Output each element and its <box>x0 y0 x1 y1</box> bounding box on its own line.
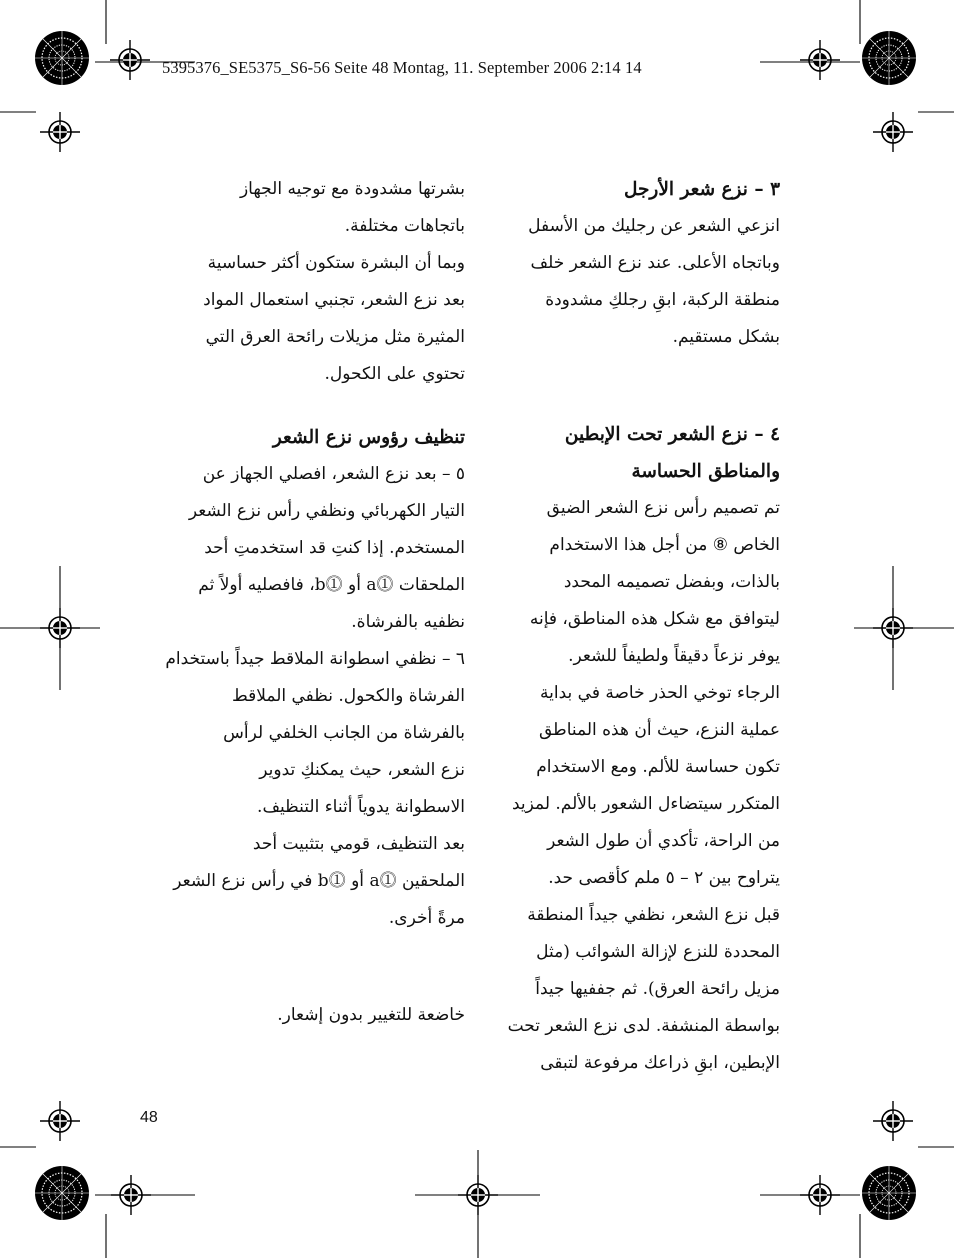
text-line: بشرتها مشدودة مع توجيه الجهاز <box>239 179 465 199</box>
right-column <box>490 171 780 1082</box>
text-line: من الراحة، تأكدي أن طول الشعر <box>547 831 780 851</box>
text-line: المثيرة مثل مزيلات رائحة العرق التي <box>205 327 465 347</box>
text-line: يتراوح بين ٢ – ٥ ملم كأقصى حد. <box>548 868 780 888</box>
text-line: قبل نزع الشعر، نظفي جيداً المنطقة <box>527 905 780 925</box>
text-line: ليتوافق مع شكل هذه المناطق، فإنه <box>529 609 780 629</box>
text-line: ٦ – نظفي اسطوانة الملاقط جيداً باستخدام <box>165 649 465 669</box>
text-line: الفرشاة والكحول. نظفي الملاقط <box>231 686 465 706</box>
section-4-heading-cont: والمناطق الحساسة <box>631 461 780 482</box>
text-line: منطقة الركبة، ابقِ رجلكِ مشدودة <box>545 290 780 310</box>
text-line: تم تصميم رأس نزع الشعر الضيق <box>546 498 780 518</box>
footnote: خاضعة للتغيير بدون إشعار. <box>277 1005 465 1025</box>
print-header: 5395376_SE5375_S6-56 Seite 48 Montag, 11. September 2006 2:14 14 <box>162 58 642 77</box>
text-line: تكون حساسة للألم. ومع الاستخدام <box>536 757 780 777</box>
text-line: مرةً أخرى. <box>388 908 465 928</box>
text-line: الملحقات ⓵a أو ⓵b، فافصليه أولاً ثم <box>198 575 465 595</box>
text-line: الرجاء توخي الحذر خاصة في بداية <box>540 683 780 703</box>
text-line: ٥ – بعد نزع الشعر، افصلي الجهاز عن <box>202 464 465 484</box>
text-line: الخاص ⑧ من أجل هذا الاستخدام <box>549 535 780 555</box>
text-line: وباتجاه الأعلى. عند نزع الشعر خلف <box>530 253 780 273</box>
text-line: بعد نزع الشعر، تجنبي استعمال المواد <box>203 290 465 310</box>
text-line: بعد التنظيف، قومي بتثبيت أحد <box>252 834 465 854</box>
text-line: انزعي الشعر عن رجليك من الأسفل <box>528 216 780 236</box>
text-line: التيار الكهربائي ونظفي رأس نزع الشعر <box>188 501 465 521</box>
text-line: مزيل رائحة العرق). ثم جففيها جيداً <box>535 979 780 999</box>
text-line: نزع الشعر، حيث يمكنكِ تدوير <box>259 760 465 780</box>
text-line: بشكل مستقيم. <box>672 327 780 347</box>
text-line: يوفر نزعاً دقيقاً ولطيفاً للشعر. <box>568 646 780 666</box>
text-line: الملحقين ⓵a أو ⓵b في رأس نزع الشعر <box>173 871 465 891</box>
cleaning-heading: تنظيف رؤوس نزع الشعر <box>272 427 465 448</box>
text-line: وبما أن البشرة ستكون أكثر حساسية <box>207 253 465 273</box>
text-line: عملية النزع، حيث أن هذه المناطق <box>539 720 780 740</box>
text-line: باتجاهات مختلفة. <box>344 216 465 236</box>
page-number: 48 <box>140 1109 158 1126</box>
text-line: بالذات، وبفضل تصميمه المحدد <box>563 572 780 592</box>
text-line: المتكرر سيتضاءل الشعور بالألم. لمزيد <box>511 794 780 814</box>
section-4-heading: ٤ – نزع الشعر تحت الإبطين <box>564 424 780 445</box>
text-line: المستخدم. إذا كنتِ قد استخدمتِ أحد <box>204 538 465 558</box>
text-line: نظفيه بالفرشاة. <box>351 612 465 632</box>
text-line: الاسطوانة يدوياً أثناء التنظيف. <box>257 797 465 817</box>
text-line: بواسطة المنشفة. لدى نزع الشعر تحت <box>507 1016 780 1036</box>
text-line: الإبطين، ابقِ ذراعك مرفوعة لتبقى <box>540 1053 780 1073</box>
text-line: المحددة للنزع لإزالة الشوائب (مثل <box>536 942 780 962</box>
section-3-heading: ٣ – نزع شعر الأرجل <box>623 179 780 200</box>
text-line: بالفرشاة من الجانب الخلفي لرأس <box>223 723 465 743</box>
left-column <box>120 171 465 1034</box>
text-line: تحتوي على الكحول. <box>324 364 465 384</box>
